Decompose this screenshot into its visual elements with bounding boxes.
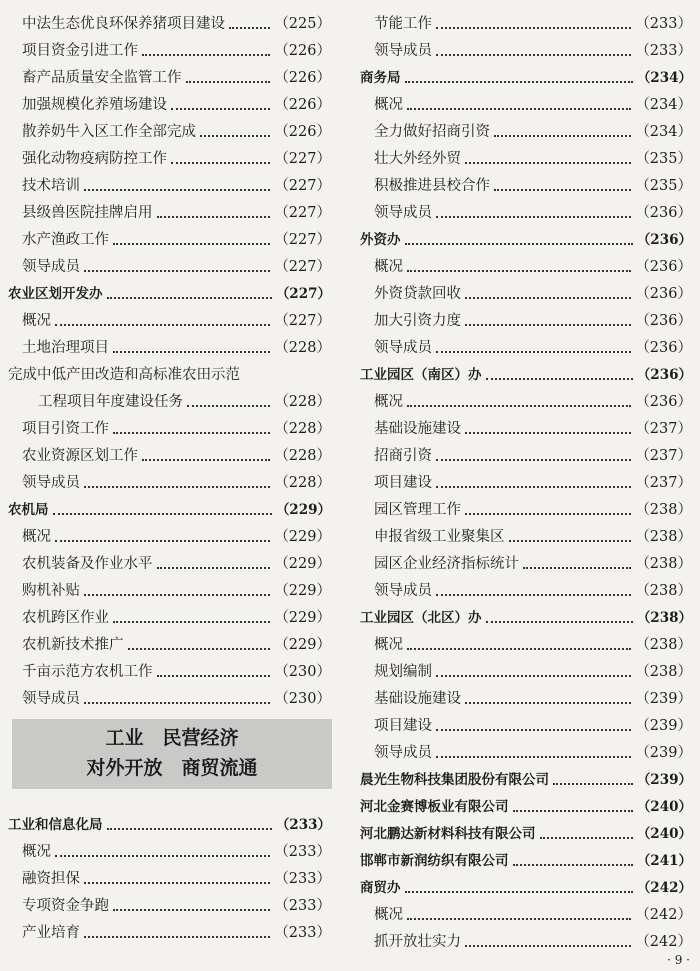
- toc-entry: [8, 632, 331, 659]
- dot-leader: [436, 728, 631, 731]
- toc-entry: [8, 146, 331, 173]
- left-toc-list-after: [8, 812, 331, 947]
- toc-entry-title: 领导成员: [22, 691, 80, 707]
- toc-entry: [360, 902, 692, 929]
- toc-entry: [360, 686, 692, 713]
- toc-entry: [360, 929, 692, 956]
- dot-leader: [107, 827, 272, 830]
- toc-entry: [360, 200, 692, 227]
- toc-entry-page: （227）: [275, 286, 331, 302]
- toc-entry-page: （233）: [274, 844, 331, 860]
- toc-entry-page: （228）: [274, 475, 331, 491]
- toc-entry-title: 水产渔政工作: [22, 232, 109, 248]
- toc-entry-page: （236）: [635, 286, 692, 302]
- dot-leader: [436, 458, 631, 461]
- dot-leader: [486, 377, 633, 380]
- toc-section-entry: [360, 821, 692, 848]
- toc-entry: [8, 362, 331, 389]
- toc-entry: [360, 551, 692, 578]
- dot-leader: [465, 701, 631, 704]
- dot-leader: [113, 908, 270, 911]
- toc-entry-title: 农业区划开发办: [8, 286, 103, 302]
- dot-leader: [84, 881, 270, 884]
- dot-leader: [53, 512, 272, 515]
- toc-entry-page: （229）: [274, 583, 331, 599]
- dot-leader: [84, 935, 270, 938]
- toc-entry-title: 招商引资: [374, 448, 432, 464]
- toc-entry-page: （238）: [635, 637, 692, 653]
- dot-leader: [407, 917, 631, 920]
- toc-entry: [8, 839, 331, 866]
- toc-entry: [8, 173, 331, 200]
- dot-leader: [157, 215, 271, 218]
- dot-leader: [107, 296, 272, 299]
- toc-entry-page: （227）: [274, 178, 331, 194]
- toc-entry: [8, 254, 331, 281]
- toc-entry: [8, 200, 331, 227]
- toc-entry: [8, 38, 331, 65]
- dot-leader: [55, 854, 270, 857]
- dot-leader: [494, 188, 631, 191]
- dot-leader: [513, 809, 633, 812]
- dot-leader: [171, 161, 270, 164]
- dot-leader: [407, 107, 631, 110]
- dot-leader: [486, 620, 633, 623]
- toc-entry: [8, 11, 331, 38]
- toc-entry: [8, 119, 331, 146]
- dot-leader: [229, 26, 270, 29]
- section-banner: [12, 719, 332, 789]
- dot-leader: [436, 674, 631, 677]
- dot-leader: [113, 620, 270, 623]
- toc-entry-page: （226）: [274, 70, 331, 86]
- toc-entry-page: （237）: [635, 421, 692, 437]
- toc-entry-page: （233）: [274, 925, 331, 941]
- dot-leader: [540, 836, 633, 839]
- dot-leader: [436, 53, 631, 56]
- toc-entry-title: 畜产品质量安全监管工作: [22, 70, 182, 86]
- toc-entry-title: 工业园区（南区）办: [360, 367, 482, 383]
- toc-entry-page: （226）: [274, 43, 331, 59]
- toc-entry: [360, 497, 692, 524]
- dot-leader: [405, 890, 633, 893]
- toc-entry-title: 申报省级工业聚集区: [374, 529, 505, 545]
- dot-leader: [84, 269, 270, 272]
- toc-entry-title: 项目资金引进工作: [22, 43, 138, 59]
- toc-entry-page: （233）: [635, 16, 692, 32]
- toc-entry: [8, 335, 331, 362]
- dot-leader: [113, 350, 270, 353]
- toc-entry-title: 抓开放壮实力: [374, 934, 461, 950]
- dot-leader: [84, 701, 270, 704]
- toc-entry: [360, 92, 692, 119]
- dot-leader: [407, 647, 631, 650]
- dot-leader: [55, 323, 270, 326]
- toc-entry-title: 规划编制: [374, 664, 432, 680]
- dot-leader: [436, 350, 631, 353]
- toc-entry-page: （229）: [274, 610, 331, 626]
- toc-entry-page: （235）: [635, 178, 692, 194]
- toc-entry-page: （240）: [636, 826, 692, 842]
- toc-entry: [8, 659, 331, 686]
- toc-entry-title: 节能工作: [374, 16, 432, 32]
- toc-entry-page: （234）: [636, 70, 692, 86]
- toc-entry: [8, 443, 331, 470]
- section-banner-area: [8, 713, 331, 812]
- toc-entry-page: （238）: [635, 583, 692, 599]
- dot-leader: [523, 566, 631, 569]
- toc-entry-title: 专项资金争跑: [22, 898, 109, 914]
- toc-entry-title: 概况: [374, 97, 403, 113]
- toc-entry-page: （227）: [274, 205, 331, 221]
- dot-leader: [113, 242, 270, 245]
- toc-entry-page: （233）: [274, 898, 331, 914]
- toc-entry-title: 千亩示范方农机工作: [22, 664, 153, 680]
- toc-entry-title: 领导成员: [374, 43, 432, 59]
- toc-section-entry: [8, 497, 331, 524]
- toc-section-entry: [360, 605, 692, 632]
- toc-entry: [8, 416, 331, 443]
- toc-entry-page: （230）: [274, 664, 331, 680]
- toc-entry-title: 积极推进县校合作: [374, 178, 490, 194]
- toc-entry-title: 概况: [22, 529, 51, 545]
- toc-entry: [360, 281, 692, 308]
- dot-leader: [407, 269, 631, 272]
- toc-entry-title: 园区管理工作: [374, 502, 461, 518]
- toc-entry: [360, 470, 692, 497]
- dot-leader: [186, 80, 271, 83]
- toc-entry: [8, 65, 331, 92]
- toc-entry-page: （237）: [635, 475, 692, 491]
- toc-entry-page: （228）: [274, 448, 331, 464]
- toc-entry: [360, 119, 692, 146]
- toc-entry: [8, 524, 331, 551]
- toc-entry-title: 全力做好招商引资: [374, 124, 490, 140]
- toc-entry-title: 领导成员: [22, 259, 80, 275]
- toc-entry: [8, 389, 331, 416]
- toc-entry: [360, 254, 692, 281]
- toc-entry-page: （234）: [635, 124, 692, 140]
- dot-leader: [436, 485, 631, 488]
- toc-entry-page: （226）: [274, 97, 331, 113]
- toc-entry-page: （238）: [635, 556, 692, 572]
- toc-entry-page: （233）: [635, 43, 692, 59]
- toc-entry-page: （238）: [636, 610, 692, 626]
- toc-entry-page: （233）: [275, 817, 331, 833]
- toc-entry-title: 概况: [374, 637, 403, 653]
- left-toc-list: [8, 11, 331, 713]
- dot-leader: [436, 593, 631, 596]
- toc-entry: [8, 227, 331, 254]
- toc-entry: [360, 335, 692, 362]
- toc-entry-page: （236）: [636, 232, 692, 248]
- toc-entry-page: （236）: [635, 205, 692, 221]
- dot-leader: [436, 215, 631, 218]
- toc-entry-page: （239）: [636, 772, 692, 788]
- dot-leader: [494, 134, 631, 137]
- toc-entry-page: （236）: [635, 313, 692, 329]
- toc-entry-title: 加强规模化养殖场建设: [22, 97, 167, 113]
- dot-leader: [84, 485, 270, 488]
- banner-line-2: 对外开放 商贸流通: [86, 757, 258, 779]
- dot-leader: [465, 296, 631, 299]
- toc-entry-title: 概况: [22, 313, 51, 329]
- toc-entry-title: 完成中低产田改造和高标准农田示范: [8, 367, 240, 383]
- toc-entry: [360, 173, 692, 200]
- toc-entry: [8, 893, 331, 920]
- toc-entry: [360, 740, 692, 767]
- dot-leader: [171, 107, 270, 110]
- toc-section-entry: [360, 875, 692, 902]
- toc-entry-title: 概况: [374, 907, 403, 923]
- toc-entry-page: （229）: [274, 556, 331, 572]
- toc-entry-page: （225）: [274, 16, 331, 32]
- toc-entry-title: 融资担保: [22, 871, 80, 887]
- toc-entry: [8, 920, 331, 947]
- toc-entry: [360, 416, 692, 443]
- toc-entry-page: （227）: [274, 313, 331, 329]
- toc-entry-title: 项目建设: [374, 475, 432, 491]
- toc-entry-page: （228）: [274, 394, 331, 410]
- toc-entry-title: 壮大外经外贸: [374, 151, 461, 167]
- toc-entry: [8, 92, 331, 119]
- toc-entry-page: （230）: [274, 691, 331, 707]
- toc-entry-title: 领导成员: [22, 475, 80, 491]
- dot-leader: [157, 674, 271, 677]
- dot-leader: [465, 944, 631, 947]
- toc-entry-title: 工业园区（北区）办: [360, 610, 482, 626]
- banner-line-1: 工业 民营经济: [105, 727, 239, 749]
- dot-leader: [509, 539, 632, 542]
- toc-entry-title: 强化动物疫病防控工作: [22, 151, 167, 167]
- dot-leader: [405, 80, 633, 83]
- toc-entry: [360, 632, 692, 659]
- toc-entry-page: （227）: [274, 259, 331, 275]
- toc-entry-page: （236）: [635, 340, 692, 356]
- toc-entry-page: （229）: [274, 637, 331, 653]
- toc-entry-page: （228）: [274, 340, 331, 356]
- toc-entry-title: 产业培育: [22, 925, 80, 941]
- toc-entry-title: 农机新技术推广: [22, 637, 124, 653]
- dot-leader: [405, 242, 633, 245]
- toc-entry-title: 概况: [374, 394, 403, 410]
- toc-section-entry: [360, 227, 692, 254]
- dot-leader: [142, 458, 270, 461]
- dot-leader: [142, 53, 270, 56]
- toc-entry-title: 商贸办: [360, 880, 401, 896]
- toc-entry-page: （237）: [635, 448, 692, 464]
- toc-entry-title: 领导成员: [374, 583, 432, 599]
- toc-entry-title: 工业和信息化局: [8, 817, 103, 833]
- toc-entry-page: （236）: [635, 394, 692, 410]
- toc-entry-page: （241）: [636, 853, 692, 869]
- toc-section-entry: [360, 362, 692, 389]
- toc-entry: [360, 38, 692, 65]
- toc-entry: [360, 308, 692, 335]
- toc-entry-page: （236）: [636, 367, 692, 383]
- toc-section-entry: [360, 767, 692, 794]
- toc-entry-title: 散养奶牛入区工作全部完成: [22, 124, 196, 140]
- toc-entry: [360, 146, 692, 173]
- toc-entry-title: 基础设施建设: [374, 691, 461, 707]
- toc-entry-page: （238）: [635, 529, 692, 545]
- toc-entry-title: 县级兽医院挂牌启用: [22, 205, 153, 221]
- dot-leader: [187, 404, 270, 407]
- dot-leader: [465, 323, 631, 326]
- toc-entry-title: 工程项目年度建设任务: [38, 394, 183, 410]
- toc-entry-title: 概况: [374, 259, 403, 275]
- dot-leader: [84, 188, 270, 191]
- toc-section-entry: [360, 65, 692, 92]
- toc-entry-page: （233）: [274, 871, 331, 887]
- dot-leader: [513, 863, 633, 866]
- toc-entry-title: 农业资源区划工作: [22, 448, 138, 464]
- toc-entry-title: 基础设施建设: [374, 421, 461, 437]
- toc-entry-page: （234）: [635, 97, 692, 113]
- left-column: [8, 11, 331, 947]
- toc-entry-title: 领导成员: [374, 745, 432, 761]
- toc-entry-title: 商务局: [360, 70, 401, 86]
- toc-entry: [360, 713, 692, 740]
- toc-entry-page: （227）: [274, 151, 331, 167]
- toc-entry: [360, 11, 692, 38]
- dot-leader: [436, 755, 631, 758]
- toc-entry-title: 河北鹏达新材料科技有限公司: [360, 826, 536, 842]
- toc-entry-page: （227）: [274, 232, 331, 248]
- right-column: [360, 11, 692, 956]
- toc-entry-page: （242）: [635, 907, 692, 923]
- page-number: · 9 ·: [667, 953, 690, 967]
- toc-entry-title: 园区企业经济指标统计: [374, 556, 519, 572]
- dot-leader: [128, 647, 271, 650]
- toc-entry-page: （235）: [635, 151, 692, 167]
- toc-entry-title: 农机跨区作业: [22, 610, 109, 626]
- toc-entry-page: （242）: [635, 934, 692, 950]
- toc-entry-title: 中法生态优良环保养猪项目建设: [22, 16, 225, 32]
- toc-entry: [8, 470, 331, 497]
- toc-entry: [8, 605, 331, 632]
- toc-entry-title: 概况: [22, 844, 51, 860]
- toc-entry-title: 土地治理项目: [22, 340, 109, 356]
- toc-entry: [8, 578, 331, 605]
- toc-entry-page: （242）: [636, 880, 692, 896]
- toc-entry: [360, 443, 692, 470]
- toc-entry-title: 邯郸市新润纺织有限公司: [360, 853, 509, 869]
- toc-section-entry: [8, 281, 331, 308]
- toc-entry-page: （226）: [274, 124, 331, 140]
- toc-entry: [8, 866, 331, 893]
- toc-entry: [360, 389, 692, 416]
- toc-entry-title: 外资贷款回收: [374, 286, 461, 302]
- toc-entry-page: （238）: [635, 502, 692, 518]
- toc-entry-page: （240）: [636, 799, 692, 815]
- toc-entry-title: 技术培训: [22, 178, 80, 194]
- toc-entry-title: 晨光生物科技集团股份有限公司: [360, 772, 549, 788]
- toc-entry-page: （228）: [274, 421, 331, 437]
- dot-leader: [465, 161, 631, 164]
- dot-leader: [157, 566, 271, 569]
- toc-entry-title: 领导成员: [374, 340, 432, 356]
- toc-entry-title: 农机局: [8, 502, 49, 518]
- toc-entry-page: （238）: [635, 664, 692, 680]
- toc-entry-title: 河北金赛博板业有限公司: [360, 799, 509, 815]
- dot-leader: [553, 782, 633, 785]
- toc-entry: [8, 308, 331, 335]
- dot-leader: [55, 539, 270, 542]
- toc-entry-page: （236）: [635, 259, 692, 275]
- toc-entry: [360, 578, 692, 605]
- toc-section-entry: [360, 794, 692, 821]
- dot-leader: [465, 512, 631, 515]
- dot-leader: [465, 431, 631, 434]
- toc-entry-page: （239）: [635, 745, 692, 761]
- toc-entry-title: 农机装备及作业水平: [22, 556, 153, 572]
- dot-leader: [200, 134, 270, 137]
- toc-entry: [8, 551, 331, 578]
- dot-leader: [436, 26, 631, 29]
- toc-entry-title: 项目建设: [374, 718, 432, 734]
- toc-entry: [360, 524, 692, 551]
- toc-entry: [8, 686, 331, 713]
- toc-entry-title: 加大引资力度: [374, 313, 461, 329]
- toc-entry: [360, 659, 692, 686]
- toc-entry-page: （239）: [635, 691, 692, 707]
- right-toc-list: [360, 11, 692, 956]
- toc-entry-title: 领导成员: [374, 205, 432, 221]
- toc-entry-title: 购机补贴: [22, 583, 80, 599]
- toc-entry-title: 外资办: [360, 232, 401, 248]
- dot-leader: [113, 431, 270, 434]
- toc-section-entry: [360, 848, 692, 875]
- toc-entry-page: （239）: [635, 718, 692, 734]
- toc-entry-title: 项目引资工作: [22, 421, 109, 437]
- toc-entry-page: （229）: [275, 502, 331, 518]
- toc-section-entry: [8, 812, 331, 839]
- dot-leader: [407, 404, 631, 407]
- toc-entry-page: （229）: [274, 529, 331, 545]
- dot-leader: [84, 593, 270, 596]
